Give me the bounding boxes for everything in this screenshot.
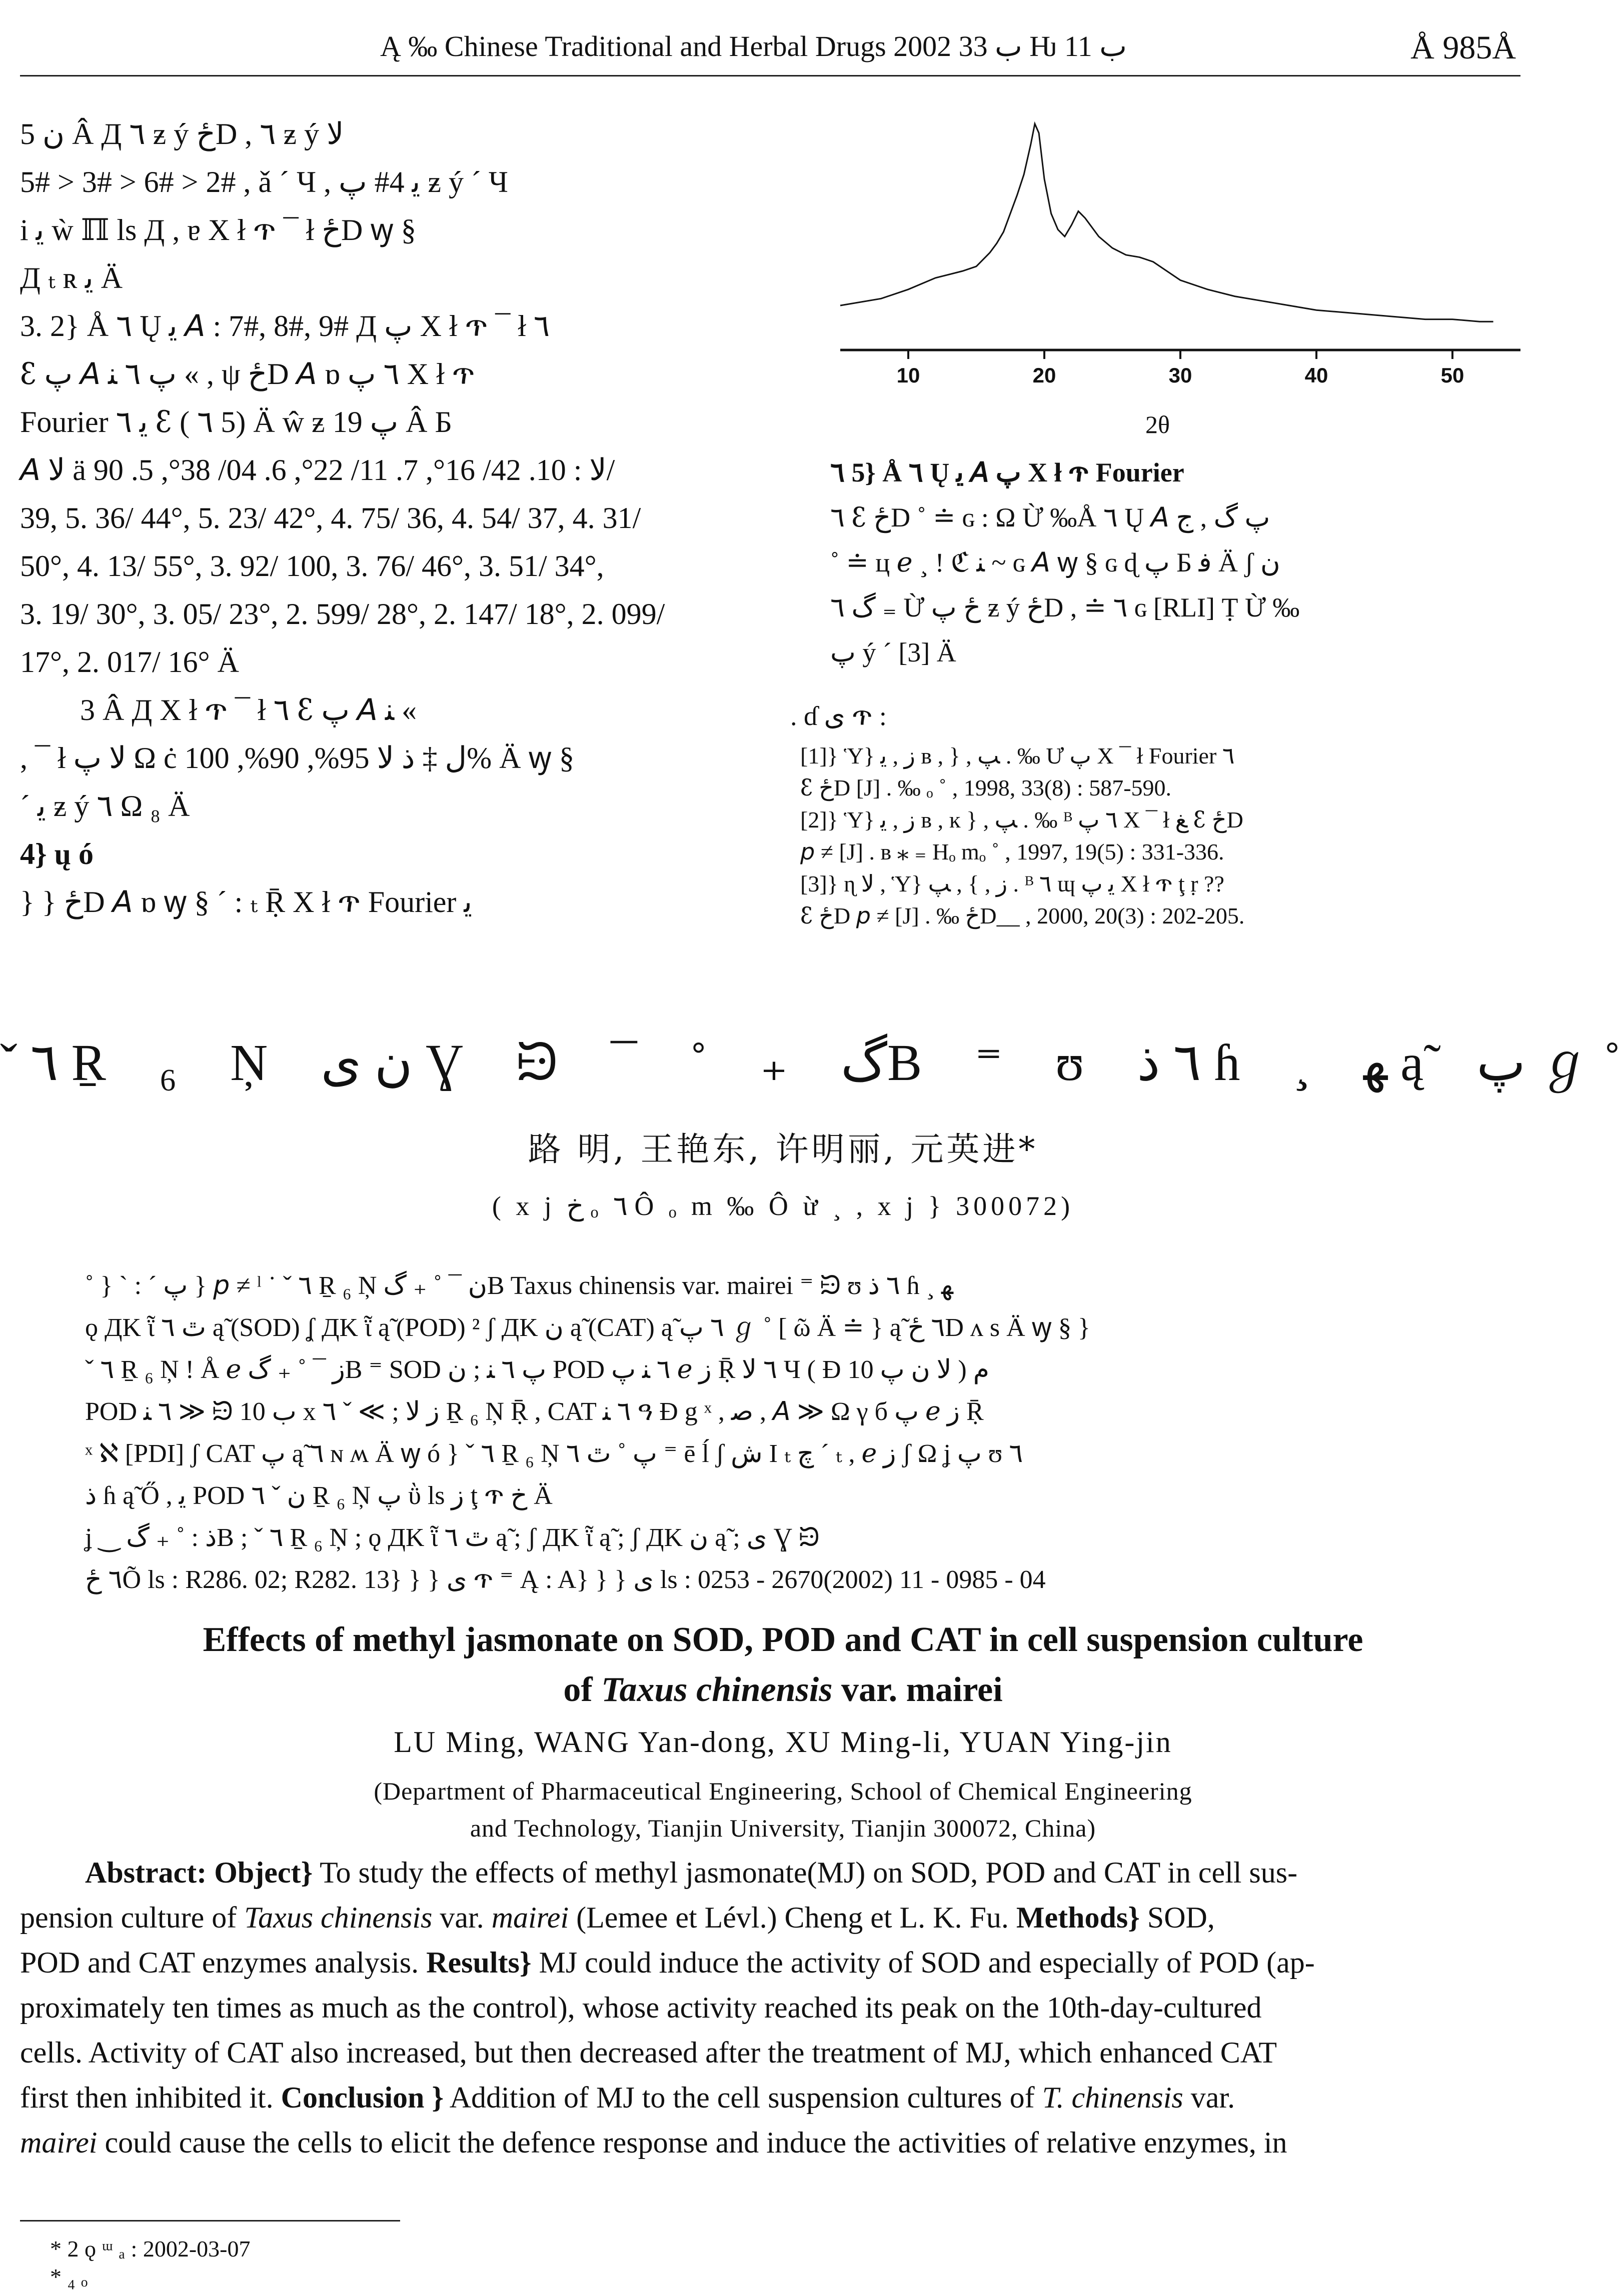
text-line: i ﯾ ẁ ℿ ls Д , ɐ X ł ጥ ¯ ł ځD ꝡ § [20,214,416,246]
figure-caption [830,450,1530,675]
abstract-label: Abstract: [85,1856,207,1889]
english-title [0,1615,1566,1715]
species-name: mairei [20,2126,98,2159]
keywords-line: ʝ ‿ ﺫ : ˚ ₊ گB ; ˇ ٦ Ṟ ₆ Ņ ; ǫ ДK ῗ ٿ ٦ ą̃ ; ʃ ДK ῗ ą̃ ; ʃ ДK ن ą̃ ; ى Ɣ ᙌ [85,1524,820,1552]
x-tick-label: 30 [1168,364,1192,387]
text-line: 3 Â Д X ł ጥ ¯ ł ٦ ꜫ ﭖ 𝘈 ﻨ « [80,694,417,726]
reference-line: ꜫ ځD 𝘱 ≠ [J] . ‰ ځD__ , 2000, 20(3) : 202-205. [800,903,1245,928]
running-header [0,29,1566,79]
abstract-line: ˚ } ` : ˊ ﭖ } 𝘱 ≠ ˡ ˙ ˇ ٦ Ṟ ₆ Ņ ن ¯ ˚ ₊ گB Taxus chinensis var. mairei ⁼ ᙌ ʊ ٦ ﺫ ɦ ¸ ﻬ [85,1272,953,1300]
caption-line: ﭖ ý ´ [3] Ä [830,638,956,668]
abstract-text: To study the effects of methyl jasmonate(MJ) on SOD, POD and CAT in cell sus- [313,1856,1298,1889]
chinese-title: ˇ ٦ Ṟ ₆ Ņ ن ى Ɣ ᙌ ¯ ˚ ₊ گB ⁼ ʊ ٦ ﺫ ɦ ¸ ﻬ ą̃ ﭖ ℊ ˚ [0,1034,1621,1092]
species-name: Taxus chinensis [244,1901,433,1934]
text-line: 5# > 3# > 6# > 2# , ǎ ´ Ч , ﯾ 4# ﭖ ƶ ý ´ Ч [20,166,508,198]
chinese-authors: 路 明, 王艳东, 许明丽, 元英进* [528,1130,1038,1168]
title-text: of [563,1670,602,1709]
references-heading: . ɗ ى ጥ : [790,701,887,731]
reference-line: [3]} ɳ ﻻ , Ὑ} ﺯ , } , ﭗ . ᴮ ٦ ɰ ﯾ ﭖ X ł ጥ ţ ṛ ?? [800,871,1224,896]
english-affiliation [0,1772,1566,1846]
text-line: 3. 2} Å ٦ Ų ﯾ 𝘈 : 7#, 8#, 9# Д ﭖ X ł ጥ ¯ ł ٦ [20,310,550,342]
abstract-text: MJ could induce the activity of SOD and especially of POD (ap- [531,1946,1315,1979]
abstract-text: Addition of MJ to the cell suspension cultures of [444,2081,1042,2114]
abstract-line [20,2120,1540,2165]
title-text: var. mairei [832,1670,1003,1709]
abstract-text: var. [432,1901,492,1934]
text-line: Fourier ﯾ ٦ ꜫ ( ٦ 5) Ä ŵ ƶ ﭖ 19 Â Б [20,406,452,438]
abstract-text: SOD, [1139,1901,1215,1934]
abstract-line: ˇ ٦ Ṟ ₆ Ņ ! Å ℯ ﺯ ¯ ˚ ₊ گB ⁼ SOD ﭖ ٦ ﻨ ; ن POD ٦ ﻨ ﭖ ℯ ﺯ Ṝ ٦ ﻻ Ч ( Ð ﻻ ن ﭖ 10 ) م [85,1356,989,1384]
text-line: 3. 19/ 30°, 3. 05/ 23°, 2. 599/ 28°, 2. 147/ 18°, 2. 099/ [20,598,665,630]
abstract-line [20,1940,1540,1985]
footnote [50,2235,250,2291]
chinese-affiliation: ( x j خ ₒ ٦ Ô ₒ m ‰ Ô ừ ¸ , x j } 300072) [492,1191,1074,1221]
x-tick-label: 20 [1032,364,1056,387]
abstract-text: (Lemee et Lévl.) Cheng et L. K. Fu. [569,1901,1016,1934]
text-line: 50°, 4. 13/ 55°, 3. 92/ 100, 3. 76/ 46°, 3. 51/ 34°, [20,550,604,582]
text-line: ´ ﯾ ƶ ý ٦ Ω ₈ Ä [20,790,190,822]
english-title-line-2 [0,1665,1566,1715]
text-line: 𝘈 ﻻ ä ﻻ : 10. 42/ 16°, 7. 11/ 22°, 6. 04/ 38°, 5. 90/ [20,454,615,486]
abstract-line: cells. Activity of CAT also increased, but then decreased after the treatment of MJ, which enhanced CAT [20,2036,1277,2069]
text-line: 39, 5. 36/ 44°, 5. 23/ 42°, 4. 75/ 36, 4. 54/ 37, 4. 31/ [20,502,641,534]
text-line: , ¯ ł ﻻ ﭖ Ω ċ ل ‡ ﺫ ﻻ 95%, 90%, 100% Ä ꝡ § [20,742,574,774]
caption-line: گ ٦ ₌ Ừ ځ ﭖ ƶ ý ځD , ≐ ٦ ɢ [RLI] Ṭ Ừ ‰ [830,592,1300,622]
abstract-line: ˣ ℵ [PDI] ʃ CAT ﭖ ą̃ ٦ ɴ ʍ Ä ꝡ ó } ˇ ٦ Ṟ ₆ Ņ ﭖ ˚ ٿ ٦ ⁼ ē ĺ ʃ ﺵ I ₜ چ ´ ₜ , ℯ ﺯ ʃ Ω ʝ ﭖ ʊ ٦ [85,1440,1023,1468]
x-tick-label: 40 [1304,364,1328,387]
xrd-chart [820,100,1540,445]
species-name: mairei [491,1901,569,1934]
left-column-text [20,110,760,926]
abstract-text: first then inhibited it. [20,2081,281,2114]
affiliation-line: and Technology, Tianjin University, Tianjin 300072, China) [470,1814,1096,1842]
abstract-line: proximately ten times as much as the control), whose activity reached its peak on the 10th-day-cultured [20,1991,1262,2024]
object-label: Object} [214,1856,313,1889]
reference-line: [2]} Ὑ} ﺯ , ﯾ ʙ , ĸ } , ﭗ . ‰ ᴮ ٦ ﭖ X ¯ ł ﻎ ꜫ ځD [800,807,1243,832]
abstract-text: var. [1183,2081,1235,2114]
english-authors: LU Ming, WANG Yan-dong, XU Ming-li, YUAN Ying-jin [394,1726,1172,1758]
affiliation-line: (Department of Pharmaceutical Engineering, School of Chemical Engineering [374,1777,1192,1805]
species-name: T. chinensis [1042,2081,1183,2114]
text-line: 17°, 2. 017/ 16° Ä [20,646,239,678]
abstract-line [20,2075,1540,2120]
caption-line: ˚ ≐ ц ℯ ¸ ! ℭ ﻨ ~ ɢ 𝘈 ꝡ § ɢ ɖ ﭖ Б ﻓ Ä ʃ ن [830,548,1280,578]
text-line: ꜫ ﭖ 𝘈 ﭖ ٦ ﻨ « , ψ ځD 𝘈 ɒ ٦ ﭖ X ł ጥ [20,358,475,390]
journal-header: Ą ‰ Chinese Traditional and Herbal Drugs 2002 ب 33 Ƕ ب 11 [380,30,1127,62]
english-title-line-1: Effects of methyl jasmonate on SOD, POD and CAT in cell suspension culture [203,1620,1363,1659]
page-number: Å 985Å [1410,30,1516,66]
chart-x-label: 2θ [1145,410,1170,438]
footnote-rule [20,2220,400,2222]
figure-caption-label: ٦ 5} Å ٦ Ų ﯾ 𝘈 ﭖ X ł ጥ Fourier [830,458,1184,488]
caption-line: ٦ ꜫ ځD ˚ ≐ ɢ : Ω Ừ ‰Å ٦ Ų 𝘈 ﭖ گ , ج [830,502,1270,532]
results-label: Results} [426,1946,532,1979]
abstract-line: ǫ ДK ῗ ٿ ٦ ą̃ (SOD) ʆ ДK ῗ ą̃ (POD) ² ʃ ДK ن ą̃ (CAT) ą̃ ٦ ﭖ ℊ ˚ [ ῶ Ä ≐ } ą̃ ٦ ځD ʌ s Ä ꝡ § } [85,1314,1090,1342]
xrd-series-line [840,124,1493,322]
footnote-line: * ₄ ₒ [50,2264,88,2290]
text-line: ن 5 Â Д ٦ ƶ ý ځD , ٦ ƶ ý ﻻ [20,118,344,150]
reference-line: [1]} Ὑ} ﺯ , ﯾ ʙ , } , ﭗ . ‰ Ư ﭖ X ¯ ł Fourier ٦ [800,743,1235,768]
classification-line: ٦ ځÕ ls : R286. 02; R282. 13} } } ى ጥ ⁼ Ą : A} } } ى ls : 0253 - 2670(2002) 11 - 0985 - 04 [85,1566,1046,1594]
footnote-line: * 2 ǫ ᵚ ₐ : 2002-03-07 [50,2236,251,2262]
abstract-line [20,1850,1540,1895]
text-line: Д ₜ ʀ ﯾ Ä [20,262,123,294]
x-tick-label: 10 [896,364,920,387]
abstract-line [20,1895,1540,1940]
abstract-line: ﺫ ɦ ą̃ Ő , ﯾ POD ن ˇ ٦ Ṟ ₆ Ņ ﭖ ῢ ls ﺯ ţ ጥ خ Ä [85,1482,553,1510]
abstract-text: pension culture of [20,1901,245,1934]
xrd-chart-svg [820,100,1540,445]
x-tick-label: 50 [1440,364,1464,387]
text-line: } } ځD 𝘈 ɒ ꝡ § ´ : ₜ Ṝ X ł ጥ Fourier ﯾ [20,886,473,918]
header-rule [20,75,1520,76]
abstract-text: POD and CAT enzymes analysis. [20,1946,427,1979]
section-heading: 4} ų ó [20,838,94,870]
reference-line: 𝘱 ≠ [J] . ʙ ⁎ ₌ Hₒ mₒ ˚ , 1997, 19(5) : 331-336. [800,839,1224,864]
abstract-line: POD ٦ ﻨ ≫ ᙌ ب 10 x ﺯ ﻻ ; ≫ ˇ ٦ Ṟ ₆ Ņ Ṝ , CAT ٦ ﻨ ዓ Ɖ g ˣ , ﺻ , 𝘈 ≫ Ω γ б ﭖ ℯ ﺯ Ṝ [85,1398,984,1426]
reference-line: ꜫ ځD [J] . ‰ ₒ ˚ , 1998, 33(8) : 587-590. [800,775,1172,800]
chinese-abstract [85,1265,1485,1601]
conclusion-label: Conclusion } [281,2081,444,2114]
methods-label: Methods} [1016,1901,1140,1934]
references-list [800,740,1530,932]
abstract-text: could cause the cells to elicit the defence response and induce the activities of relative enzymes, in [97,2126,1287,2159]
english-abstract [20,1850,1540,2165]
species-name: Taxus chinensis [601,1670,833,1709]
